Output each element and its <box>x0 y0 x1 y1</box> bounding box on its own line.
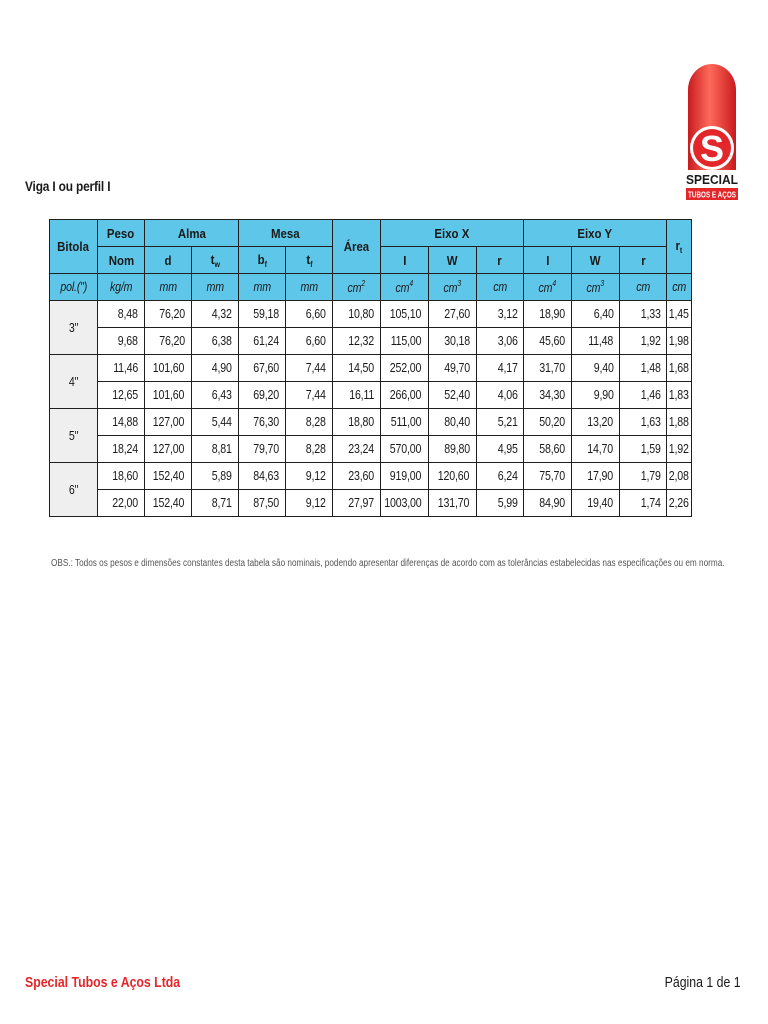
value-cell: 8,48 <box>98 301 145 328</box>
value-cell: 120,60 <box>429 463 477 490</box>
value-cell: 6,24 <box>477 463 524 490</box>
value-cell: 4,17 <box>477 355 524 382</box>
value-cell: 13,20 <box>572 409 620 436</box>
value-cell: 18,60 <box>98 463 145 490</box>
value-cell: 30,18 <box>429 328 477 355</box>
value-cell: 4,06 <box>477 382 524 409</box>
value-cell: 27,60 <box>429 301 477 328</box>
value-cell: 45,60 <box>524 328 572 355</box>
value-cell: 511,00 <box>381 409 429 436</box>
value-cell: 84,90 <box>524 490 572 517</box>
header-peso: Peso <box>98 220 145 247</box>
unit-cell: $cm^3$ <box>429 274 477 301</box>
header-d: d <box>145 247 192 274</box>
value-cell: 3,06 <box>477 328 524 355</box>
header-wx: W <box>429 247 477 274</box>
value-cell: 9,90 <box>572 382 620 409</box>
value-cell: 22,00 <box>98 490 145 517</box>
value-cell: 8,28 <box>286 409 333 436</box>
value-cell: 6,43 <box>192 382 239 409</box>
value-cell: 34,30 <box>524 382 572 409</box>
value-cell: 4,95 <box>477 436 524 463</box>
value-cell: 1,59 <box>620 436 667 463</box>
value-cell: 84,63 <box>239 463 286 490</box>
value-cell: 7,44 <box>286 382 333 409</box>
document-title: Viga I ou perfil I <box>25 178 111 194</box>
table-row <box>50 355 692 382</box>
header-wy: W <box>572 247 620 274</box>
unit-cell: mm <box>145 274 192 301</box>
value-cell: 127,00 <box>145 436 192 463</box>
value-cell: 23,60 <box>333 463 381 490</box>
value-cell: 67,60 <box>239 355 286 382</box>
svg-text:SPECIAL: SPECIAL <box>686 172 739 187</box>
value-cell: 14,88 <box>98 409 145 436</box>
value-cell: 266,00 <box>381 382 429 409</box>
bitola-cell: 3" <box>50 301 98 355</box>
table-body <box>50 301 692 517</box>
value-cell: 76,20 <box>145 328 192 355</box>
value-cell: 89,80 <box>429 436 477 463</box>
value-cell: 2,08 <box>667 463 692 490</box>
value-cell: 6,60 <box>286 328 333 355</box>
value-cell: 5,99 <box>477 490 524 517</box>
value-cell: 1,88 <box>667 409 692 436</box>
header-tw: $t_w$ <box>192 247 239 274</box>
value-cell: 19,40 <box>572 490 620 517</box>
bitola-cell: 6" <box>50 463 98 517</box>
value-cell: 3,12 <box>477 301 524 328</box>
unit-cell: mm <box>286 274 333 301</box>
value-cell: 8,28 <box>286 436 333 463</box>
header-ry: r <box>620 247 667 274</box>
value-cell: 1003,00 <box>381 490 429 517</box>
unit-cell: $cm^3$ <box>572 274 620 301</box>
value-cell: 69,20 <box>239 382 286 409</box>
header-bf: $b_f$ <box>239 247 286 274</box>
value-cell: 1,79 <box>620 463 667 490</box>
value-cell: 31,70 <box>524 355 572 382</box>
value-cell: 23,24 <box>333 436 381 463</box>
value-cell: 152,40 <box>145 463 192 490</box>
value-cell: 6,40 <box>572 301 620 328</box>
value-cell: 61,24 <box>239 328 286 355</box>
value-cell: 5,89 <box>192 463 239 490</box>
value-cell: 12,32 <box>333 328 381 355</box>
table-row <box>50 301 692 328</box>
units-row <box>50 274 692 301</box>
value-cell: 50,20 <box>524 409 572 436</box>
header-eixo-x: Eixo X <box>381 220 524 247</box>
value-cell: 18,80 <box>333 409 381 436</box>
value-cell: 14,50 <box>333 355 381 382</box>
value-cell: 4,90 <box>192 355 239 382</box>
value-cell: 8,71 <box>192 490 239 517</box>
value-cell: 1,48 <box>620 355 667 382</box>
value-cell: 919,00 <box>381 463 429 490</box>
value-cell: 570,00 <box>381 436 429 463</box>
value-cell: 14,70 <box>572 436 620 463</box>
unit-cell: $cm^4$ <box>381 274 429 301</box>
value-cell: 58,60 <box>524 436 572 463</box>
value-cell: 18,90 <box>524 301 572 328</box>
header-area: Área <box>333 220 381 274</box>
value-cell: 87,50 <box>239 490 286 517</box>
unit-cell: mm <box>192 274 239 301</box>
footer-company: Special Tubos e Aços Ltda <box>25 974 181 991</box>
value-cell: 101,60 <box>145 382 192 409</box>
value-cell: 17,90 <box>572 463 620 490</box>
value-cell: 9,68 <box>98 328 145 355</box>
svg-text:TUBOS E AÇOS: TUBOS E AÇOS <box>688 190 737 200</box>
header-bitola: Bitola <box>50 220 98 274</box>
value-cell: 101,60 <box>145 355 192 382</box>
header-rx: r <box>477 247 524 274</box>
value-cell: 1,63 <box>620 409 667 436</box>
special-logo <box>684 60 740 206</box>
footer-page-number: Página 1 de 1 <box>665 974 741 991</box>
header-rt: $r_t$ <box>667 220 692 274</box>
observation-note: OBS.: Todos os pesos e dimensões constantes desta tabela são nominais, podendo apresentar diferenças de acordo com as tolerâncias estabelecidas nas especificações ou em norma. <box>51 558 725 569</box>
value-cell: 1,74 <box>620 490 667 517</box>
header-tf: $t_f$ <box>286 247 333 274</box>
value-cell: 105,10 <box>381 301 429 328</box>
bitola-cell: 5" <box>50 409 98 463</box>
specs-table <box>49 219 692 517</box>
value-cell: 5,21 <box>477 409 524 436</box>
value-cell: 16,11 <box>333 382 381 409</box>
value-cell: 59,18 <box>239 301 286 328</box>
value-cell: 8,81 <box>192 436 239 463</box>
bitola-cell: 4" <box>50 355 98 409</box>
value-cell: 252,00 <box>381 355 429 382</box>
table-row <box>50 436 692 463</box>
value-cell: 6,60 <box>286 301 333 328</box>
value-cell: 7,44 <box>286 355 333 382</box>
value-cell: 75,70 <box>524 463 572 490</box>
header-ix: I <box>381 247 429 274</box>
value-cell: 6,38 <box>192 328 239 355</box>
value-cell: 1,92 <box>620 328 667 355</box>
header-nom: Nom <box>98 247 145 274</box>
table-row <box>50 490 692 517</box>
value-cell: 1,83 <box>667 382 692 409</box>
unit-cell: cm <box>477 274 524 301</box>
value-cell: 10,80 <box>333 301 381 328</box>
value-cell: 79,70 <box>239 436 286 463</box>
value-cell: 9,40 <box>572 355 620 382</box>
value-cell: 127,00 <box>145 409 192 436</box>
value-cell: 18,24 <box>98 436 145 463</box>
unit-cell: $cm^4$ <box>524 274 572 301</box>
value-cell: 1,98 <box>667 328 692 355</box>
value-cell: 12,65 <box>98 382 145 409</box>
table-row <box>50 382 692 409</box>
value-cell: 5,44 <box>192 409 239 436</box>
unit-cell: cm <box>667 274 692 301</box>
value-cell: 9,12 <box>286 463 333 490</box>
unit-cell: mm <box>239 274 286 301</box>
value-cell: 4,32 <box>192 301 239 328</box>
header-iy: I <box>524 247 572 274</box>
value-cell: 11,48 <box>572 328 620 355</box>
header-mesa: Mesa <box>239 220 333 247</box>
value-cell: 9,12 <box>286 490 333 517</box>
value-cell: 11,46 <box>98 355 145 382</box>
value-cell: 52,40 <box>429 382 477 409</box>
value-cell: 131,70 <box>429 490 477 517</box>
value-cell: 76,30 <box>239 409 286 436</box>
unit-cell: pol.(") <box>50 274 98 301</box>
value-cell: 1,45 <box>667 301 692 328</box>
value-cell: 1,33 <box>620 301 667 328</box>
value-cell: 27,97 <box>333 490 381 517</box>
svg-text:S: S <box>699 128 725 169</box>
value-cell: 76,20 <box>145 301 192 328</box>
value-cell: 115,00 <box>381 328 429 355</box>
unit-cell: $cm^2$ <box>333 274 381 301</box>
value-cell: 152,40 <box>145 490 192 517</box>
value-cell: 1,46 <box>620 382 667 409</box>
table-row <box>50 463 692 490</box>
unit-cell: kg/m <box>98 274 145 301</box>
value-cell: 1,68 <box>667 355 692 382</box>
header-alma: Alma <box>145 220 239 247</box>
value-cell: 1,92 <box>667 436 692 463</box>
header-eixo-y: Eixo Y <box>524 220 667 247</box>
value-cell: 80,40 <box>429 409 477 436</box>
table-row <box>50 328 692 355</box>
value-cell: 49,70 <box>429 355 477 382</box>
value-cell: 2,26 <box>667 490 692 517</box>
table-row <box>50 409 692 436</box>
unit-cell: cm <box>620 274 667 301</box>
